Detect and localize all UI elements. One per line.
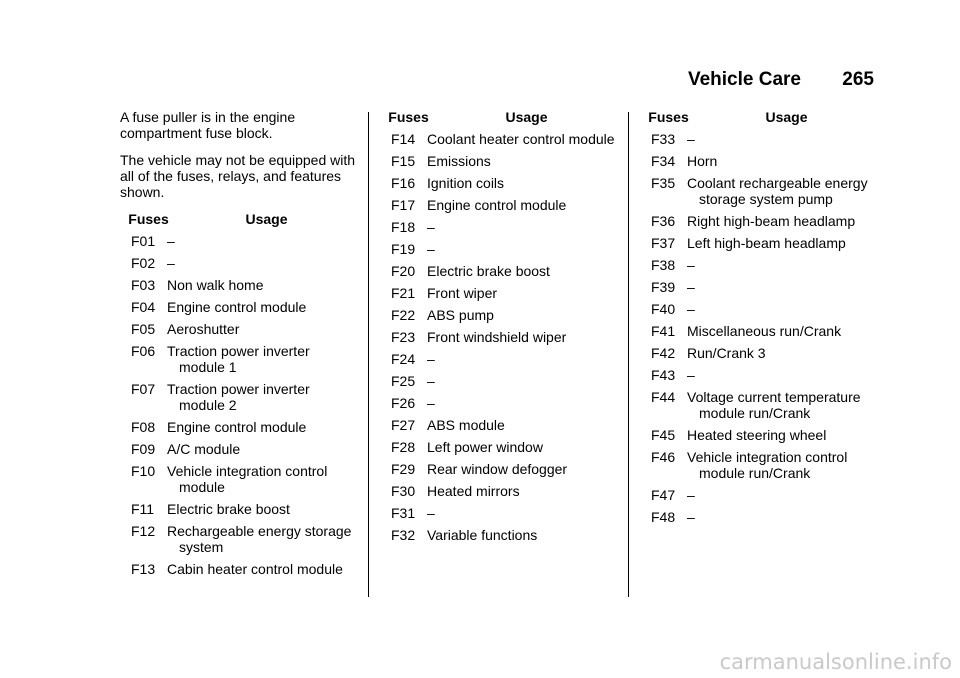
fuse-usage: – [687,367,695,383]
table-row [380,373,616,389]
fuse-code: F26 [391,395,416,411]
fuse-code: F04 [131,299,156,315]
table-row [120,419,356,435]
fuse-code: F21 [391,285,416,301]
table-row [640,323,876,339]
fuse-usage: – [427,351,435,367]
fuse-usage: Vehicle integration control module [167,463,328,495]
fuse-code: F11 [131,501,155,517]
fuse-usage: Voltage current temperature module run/Crank [687,389,861,421]
column-2 [380,109,616,549]
fuse-usage: Rear window defogger [427,461,568,477]
table-row [380,175,616,191]
fuse-table-1 [120,233,356,577]
table-row [640,449,876,481]
fuse-code: F39 [651,279,676,295]
fuse-code: F34 [651,153,676,169]
fuse-usage: Left high-beam headlamp [687,235,846,251]
fuse-usage: Ignition coils [427,175,505,191]
table-row [640,487,876,503]
fuse-code: F30 [391,483,416,499]
fuse-code: F10 [131,463,156,479]
fuse-usage: Miscellaneous run/Crank [687,323,842,339]
table-row [380,153,616,169]
fuse-usage: – [687,509,695,525]
fuse-code: F35 [651,175,676,191]
fuse-usage: Aeroshutter [167,321,240,337]
page-header [688,69,874,91]
fuse-code: F17 [391,197,416,213]
fuse-code: F48 [651,509,676,525]
table-row [380,395,616,411]
table-row [120,523,356,555]
table-row [640,131,876,147]
fuse-usage: – [687,131,695,147]
table-row [380,461,616,477]
fuse-code: F06 [131,343,156,359]
table-row [120,561,356,577]
fuse-usage: Engine control module [167,419,307,435]
fuse-code: F28 [391,439,416,455]
table-row [380,439,616,455]
table-row [640,153,876,169]
fuse-usage: – [167,233,175,249]
table-row [120,233,356,249]
fuse-usage: A/C module [167,441,241,457]
fuse-usage: Front wiper [427,285,498,301]
fuse-usage: – [427,241,435,257]
table-row [640,389,876,421]
intro-paragraph-2: The vehicle may not be equipped with all of the fuses, relays, and features shown. [120,152,356,200]
table-header [380,109,616,125]
table-header [640,109,876,125]
fuses-header: Fuses [388,109,429,125]
table-row [120,343,356,375]
fuses-header: Fuses [648,109,689,125]
table-row [640,345,876,361]
fuse-usage: – [687,257,695,273]
fuse-code: F18 [391,219,416,235]
fuse-usage: – [427,373,435,389]
table-row [380,527,616,543]
fuse-table-3 [640,131,876,525]
table-row [120,501,356,517]
column-divider [628,112,629,597]
table-row [380,483,616,499]
fuse-usage: Run/Crank 3 [687,345,766,361]
table-row [380,307,616,323]
fuse-code: F45 [651,427,676,443]
fuse-usage: – [687,279,695,295]
column-divider [368,112,369,597]
table-row [380,351,616,367]
fuse-code: F29 [391,461,416,477]
fuse-code: F47 [651,487,676,503]
fuse-code: F33 [651,131,676,147]
fuse-usage: Horn [687,153,718,169]
fuse-code: F05 [131,321,156,337]
intro-paragraph-1: A fuse puller is in the engine compartment fuse block. [120,109,296,141]
table-row [380,329,616,345]
table-row [640,175,876,207]
table-row [640,509,876,525]
fuse-usage: Heated steering wheel [687,427,827,443]
fuse-code: F46 [651,449,676,465]
usage-header: Usage [245,211,288,227]
table-row [120,321,356,337]
fuse-usage: Engine control module [167,299,307,315]
page-number: 265 [842,69,874,90]
fuse-usage: ABS pump [427,307,494,323]
table-row [120,299,356,315]
fuse-code: F03 [131,277,156,293]
fuse-code: F36 [651,213,676,229]
fuse-usage: Emissions [427,153,491,169]
watermark: carmanualsonline.info [719,650,952,674]
table-row [380,505,616,521]
table-row [380,285,616,301]
fuse-code: F20 [391,263,416,279]
fuse-usage: – [167,255,175,271]
intro-text [120,109,356,200]
fuse-usage: Front windshield wiper [427,329,567,345]
fuse-usage: Electric brake boost [167,501,290,517]
fuse-code: F19 [391,241,416,257]
table-row [640,235,876,251]
fuse-usage: Right high-beam headlamp [687,213,856,229]
usage-header: Usage [765,109,808,125]
fuse-usage: Engine control module [427,197,567,213]
fuse-code: F12 [131,523,156,539]
table-row [640,367,876,383]
table-row [640,257,876,273]
fuse-usage: Vehicle integration control module run/Crank [687,449,848,481]
fuse-usage: – [427,219,435,235]
table-row [380,219,616,235]
fuse-usage: Electric brake boost [427,263,550,279]
fuse-usage: Left power window [427,439,543,455]
fuse-usage: – [427,395,435,411]
fuse-code: F41 [651,323,676,339]
fuse-usage: Cabin heater control module [167,561,343,577]
fuse-usage: Coolant rechargeable energy storage system pump [687,175,868,207]
fuse-code: F16 [391,175,416,191]
fuse-code: F15 [391,153,416,169]
fuse-usage: – [427,505,435,521]
fuse-table-2 [380,131,616,543]
fuse-code: F43 [651,367,676,383]
fuse-code: F25 [391,373,416,389]
fuse-usage: – [687,301,695,317]
table-row [380,197,616,213]
fuse-code: F13 [131,561,156,577]
fuse-code: F37 [651,235,676,251]
table-row [120,381,356,413]
table-row [640,279,876,295]
table-row [380,417,616,433]
column-3 [640,109,876,531]
table-row [640,427,876,443]
fuse-code: F44 [651,389,676,405]
fuse-code: F31 [391,505,416,521]
table-row [380,131,616,147]
fuse-code: F27 [391,417,416,433]
table-row [640,301,876,317]
table-row [380,241,616,257]
fuse-code: F01 [131,233,156,249]
fuse-usage: ABS module [427,417,505,433]
fuse-usage: Traction power inverter module 1 [167,343,310,375]
fuse-code: F09 [131,441,156,457]
fuse-code: F07 [131,381,156,397]
table-row [640,213,876,229]
fuse-code: F23 [391,329,416,345]
fuse-usage: Heated mirrors [427,483,520,499]
fuse-code: F42 [651,345,676,361]
fuse-code: F08 [131,419,156,435]
section-title: Vehicle Care [687,69,802,90]
fuse-usage: Coolant heater control module [427,131,615,147]
table-header [120,211,356,227]
fuse-usage: Rechargeable energy storage system [167,523,352,555]
fuse-usage: – [687,487,695,503]
table-row [120,463,356,495]
fuse-usage: Traction power inverter module 2 [167,381,310,413]
column-1 [120,109,356,583]
fuse-code: F38 [651,257,676,273]
fuses-header: Fuses [128,211,169,227]
fuse-code: F14 [391,131,416,147]
table-row [380,263,616,279]
fuse-code: F22 [391,307,416,323]
table-row [120,277,356,293]
fuse-code: F40 [651,301,676,317]
table-row [120,255,356,271]
fuse-code: F24 [391,351,416,367]
usage-header: Usage [505,109,548,125]
fuse-code: F02 [131,255,156,271]
fuse-code: F32 [391,527,416,543]
table-row [120,441,356,457]
fuse-usage: Variable functions [427,527,538,543]
fuse-usage: Non walk home [167,277,264,293]
